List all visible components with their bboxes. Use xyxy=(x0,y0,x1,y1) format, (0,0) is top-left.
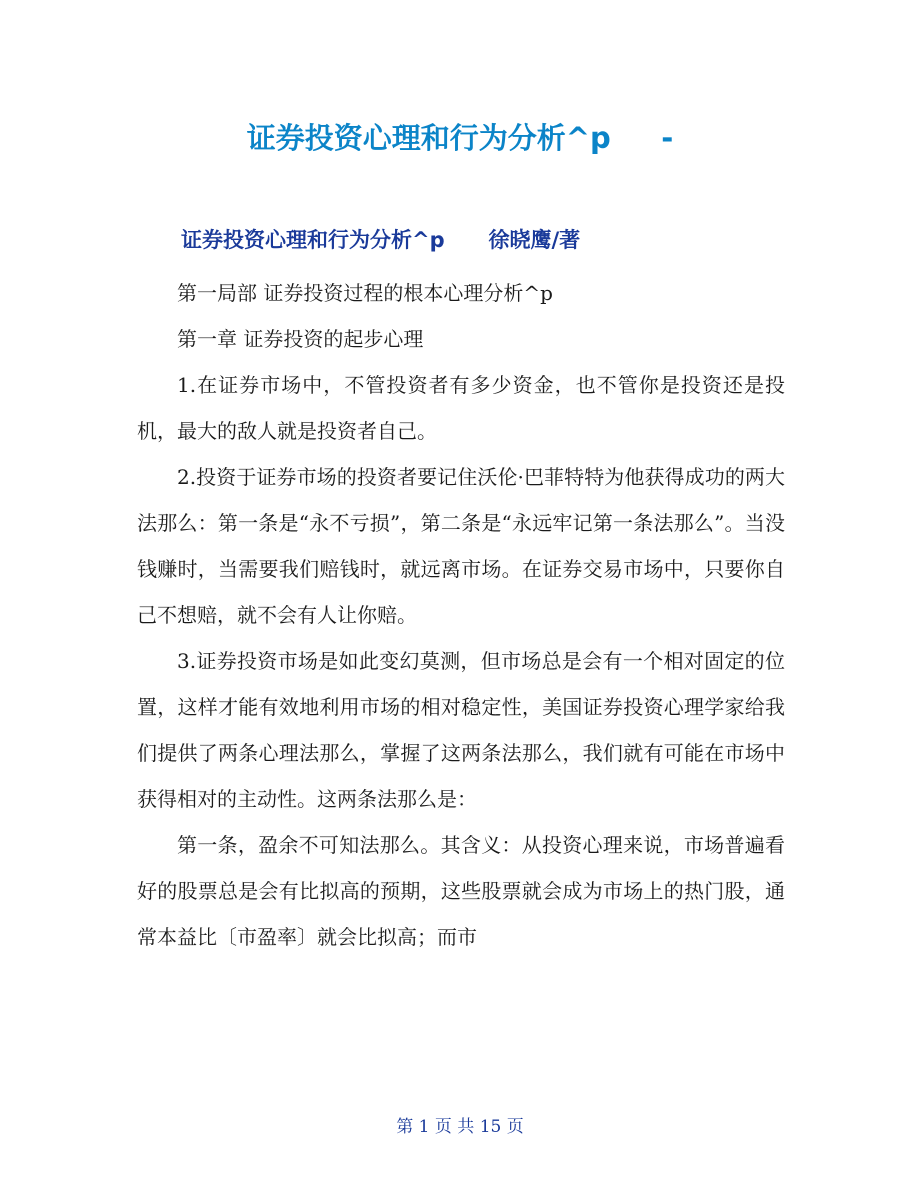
document-title: 证券投资心理和行为分析^p - xyxy=(246,121,674,155)
paragraph-4: 第一条，盈余不可知法那么。其含义：从投资心理来说，市场普遍看好的股票总是会有比拟高的预期，这些股票就会成为市场上的热门股，通常本益比〔市盈率〕就会比拟高；而市 xyxy=(137,833,785,949)
paragraph-2: 2.投资于证券市场的投资者要记住沃伦·巴菲特特为他获得成功的两大法那么：第一条是“永不亏损”，第二条是“永远牢记第一条法那么”。当没钱赚时，当需要我们赔钱时，就远离市场。在证券交易市场中，只要你自己不想赔，就不会有人让你赔。 xyxy=(137,465,785,627)
page-footer: 第 1 页 共 15 页 xyxy=(396,1117,524,1137)
paragraph-3: 3.证券投资市场是如此变幻莫测，但市场总是会有一个相对固定的位置，这样才能有效地利用市场的相对稳定性，美国证券投资心理学家给我们提供了两条心理法那么，掌握了这两条法那么，我们就有可能在市场中获得相对的主动性。这两条法那么是： xyxy=(137,649,785,811)
document-body xyxy=(137,270,785,960)
paragraph-1: 1.在证券市场中，不管投资者有多少资金，也不管你是投资还是投机，最大的敌人就是投资者自己。 xyxy=(137,373,785,443)
part-heading: 第一局部 证券投资过程的根本心理分析^p xyxy=(177,281,553,305)
chapter-heading: 第一章 证券投资的起步心理 xyxy=(177,327,424,351)
document-subtitle: 证券投资心理和行为分析^p 徐晓鹰/著 xyxy=(181,228,581,252)
